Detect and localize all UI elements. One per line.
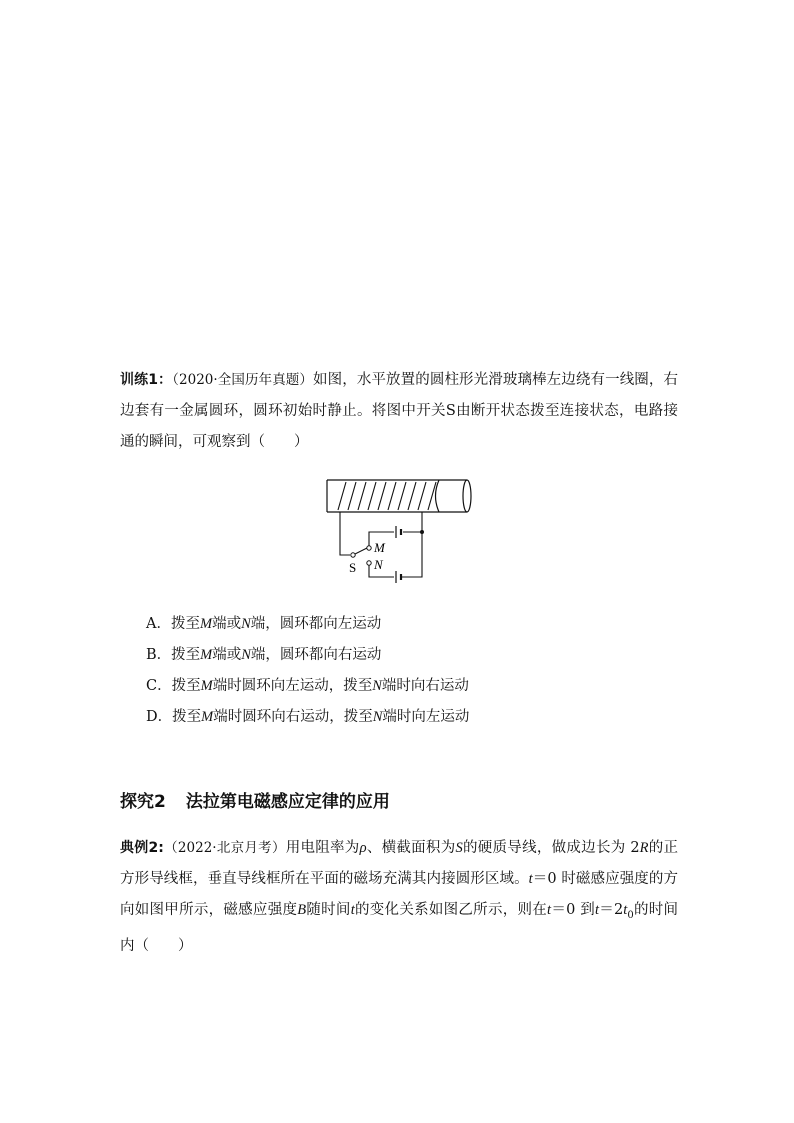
training-source: （2020·全国历年真题） [172,372,314,388]
terminal-n-label: N [374,557,383,572]
training-label: 训练1： [120,372,173,388]
junction-dot [420,530,424,534]
coil-windings [338,482,436,510]
example-question: 典例2:（2022·北京月考）用电阻率为ρ、横截面积为S的硬质导线，做成边长为 2R的正方形导线框，垂直导线框所在平面的磁场充满其内接圆形区域。t＝0 时磁感应强度的方向如图甲所示，磁感应强度B随时间t的变化关系如图乙所示，则在t＝0 到$t=2t_0$的时间内（ ） [120,840,679,954]
battery-top [396,526,401,538]
option-c: C．拨至M端时圆环向左运动，拨至N端时向右运动 [146,678,469,694]
option-b: B．拨至M端或N端，圆环都向右运动 [146,647,382,663]
circuit-figure [318,476,478,586]
switch-label: S [349,560,357,575]
training-text: 如图，水平放置的圆柱形光滑玻璃棒左边绕有一线圈，右边套有一金属圆环，圆环初始时静止。将图中开关S由断开状态拨至连接状态，电路接通的瞬间，可观察到（ ） [120,372,679,450]
example-source: （2022·北京月考） [163,840,286,856]
section-title: 法拉第电磁感应定律的应用 [185,792,390,812]
training-question [120,365,678,458]
example-label: 典例2: [120,840,164,856]
battery-bottom [396,571,401,583]
terminal-m-label: M [374,540,385,555]
option-a: A．拨至M端或N端，圆环都向左运动 [146,616,382,632]
section-number: 探究2 [120,792,166,812]
section-heading [120,787,390,812]
option-d: D．拨至M端时圆环向右运动，拨至N端时向左运动 [146,709,470,725]
